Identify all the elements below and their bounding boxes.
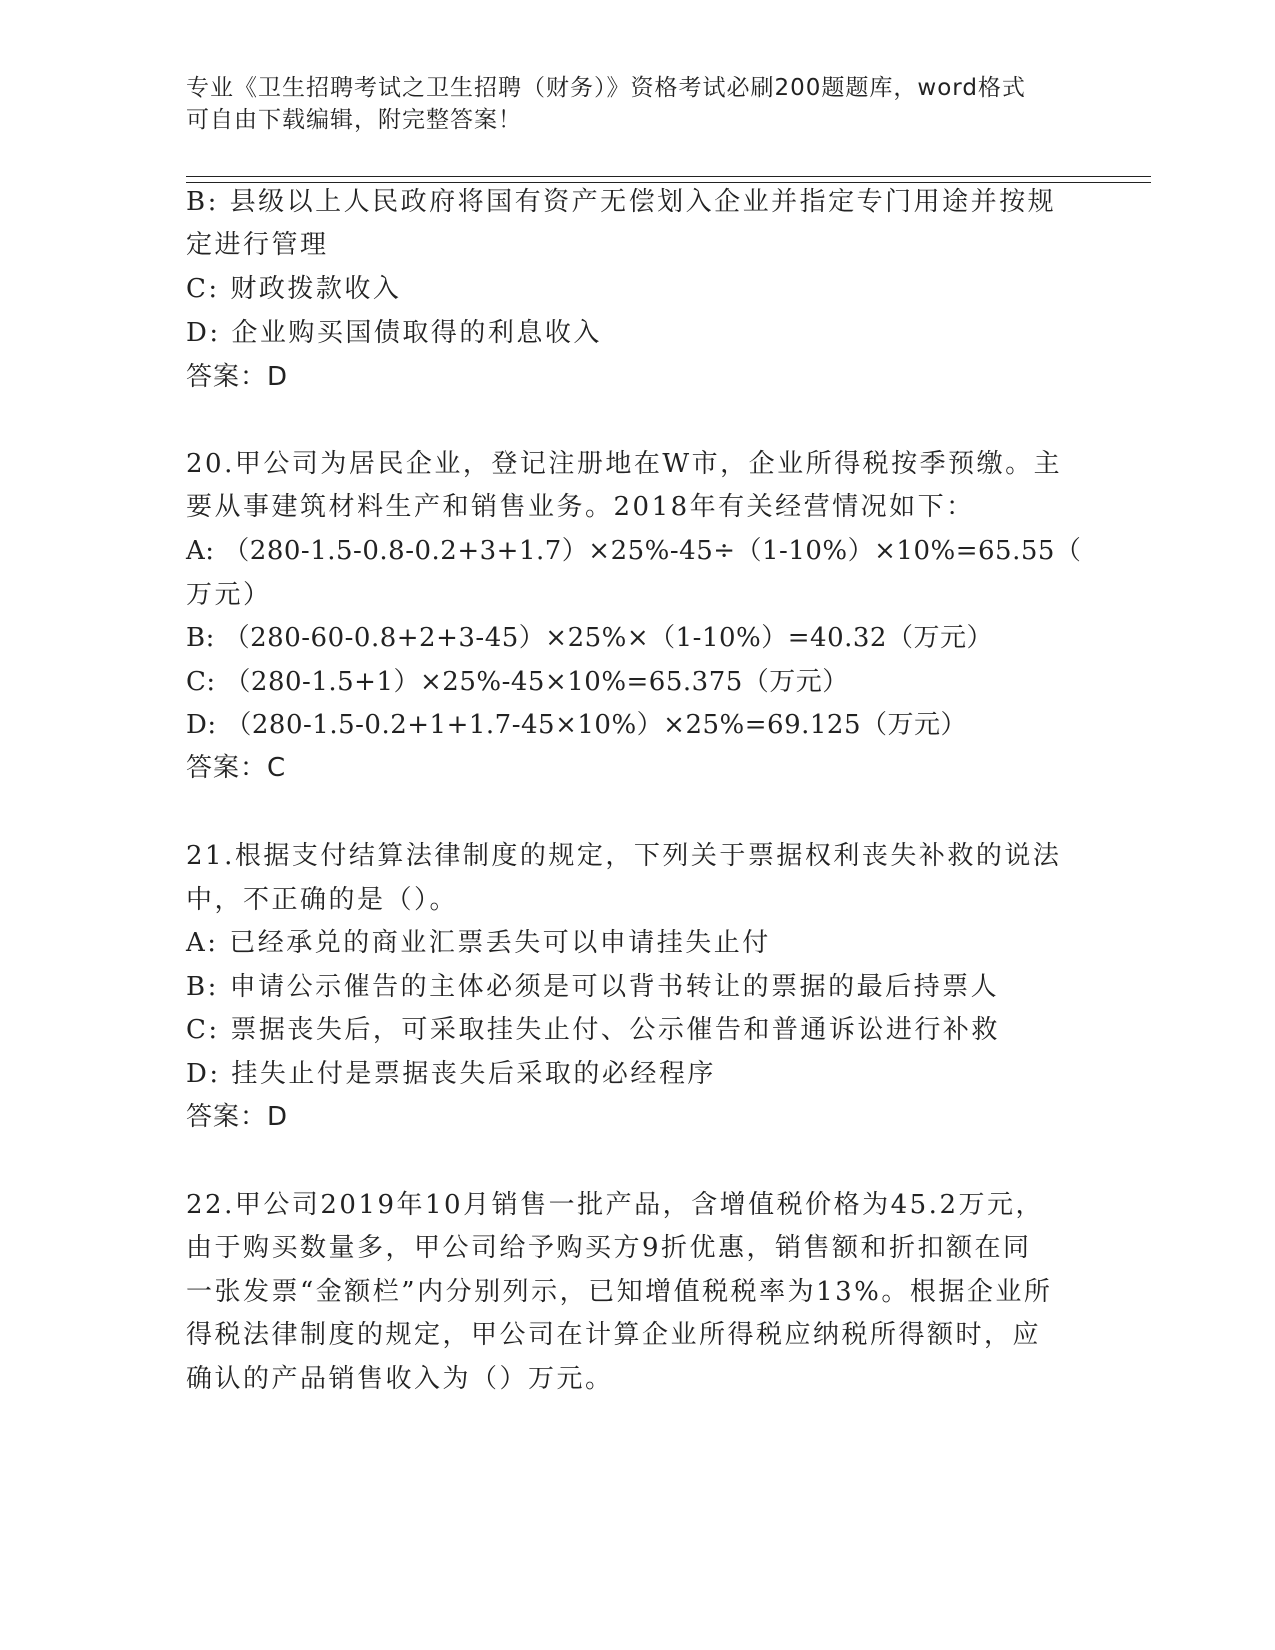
q20-stem-line-2: 要从事建筑材料生产和销售业务。2018年有关经营情况如下： [186,492,975,522]
q20-option-b: B: （280-60-0.8+2+3-45）×25%×（1-10%）=40.32（万元） [186,623,993,653]
q20-answer: 答案：C [186,753,287,783]
q21-option-c: C: 票据丧失后，可采取挂失止付、公示催告和普通诉讼进行补救 [186,1015,1000,1045]
q22-stem-line-1: 22.甲公司2019年10月销售一批产品，含增值税价格为45.2万元， [186,1190,1044,1220]
q22-stem-line-5: 确认的产品销售收入为（）万元。 [186,1364,614,1394]
document-header [186,72,1066,136]
q20-option-a-line-2: 万元） [186,580,272,610]
q20-option-a-line-1: A: （280-1.5-0.8-0.2+3+1.7）×25%-45÷（1-10%）×10%=65.55（ [186,536,1082,566]
q20-option-c: C: （280-1.5+1）×25%-45×10%=65.375（万元） [186,667,849,697]
q19-option-d: D: 企业购买国债取得的利息收入 [186,318,602,348]
header-title-line-2: 可自由下载编辑，附完整答案！ [186,107,522,133]
q22-stem-line-4: 得税法律制度的规定，甲公司在计算企业所得税应纳税所得额时，应 [186,1320,1042,1350]
q21-option-a: A: 已经承兑的商业汇票丢失可以申请挂失止付 [186,928,771,958]
q21-stem-line-1: 21.根据支付结算法律制度的规定，下列关于票据权利丧失补救的说法 [186,841,1062,871]
q21-answer: 答案：D [186,1102,289,1132]
header-title-line-1: 专业《卫生招聘考试之卫生招聘（财务）》资格考试必刷200题题库，word格式 [186,75,1026,101]
q19-option-c: C: 财政拨款收入 [186,274,402,304]
header-divider-bottom [186,182,1151,183]
q20-option-d: D: （280-1.5-0.2+1+1.7-45×10%）×25%=69.125（万元） [186,710,968,740]
q22-stem-line-2: 由于购买数量多，甲公司给予购买方9折优惠，销售额和折扣额在同 [186,1233,1032,1263]
q20-stem-line-1: 20.甲公司为居民企业，登记注册地在W市，企业所得税按季预缴。主 [186,449,1063,479]
q19-option-b-line-1: B: 县级以上人民政府将国有资产无偿划入企业并指定专门用途并按规 [186,187,1057,217]
header-divider-top [186,176,1151,177]
q22-stem-line-3: 一张发票“金额栏”内分别列示，已知增值税税率为13%。根据企业所 [186,1277,1053,1307]
q19-answer: 答案：D [186,362,289,392]
q21-option-b: B: 申请公示催告的主体必须是可以背书转让的票据的最后持票人 [186,972,1000,1002]
q21-stem-line-2: 中，不正确的是（）。 [186,885,459,915]
q21-option-d: D: 挂失止付是票据丧失后采取的必经程序 [186,1059,716,1089]
q19-option-b-line-2: 定进行管理 [186,230,329,260]
